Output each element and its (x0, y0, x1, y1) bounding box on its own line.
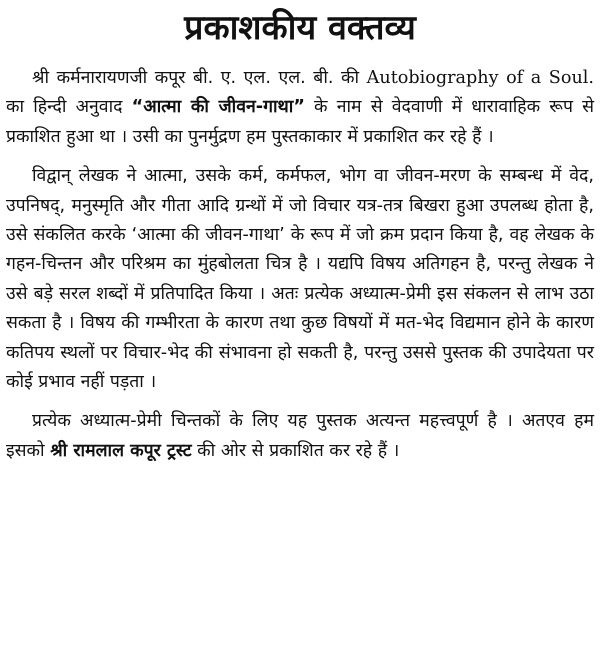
paragraph-2-text: विद्वान् लेखक ने आत्मा, उसके कर्म, कर्मफल, भोग वा जीवन-मरण के सम्बन्ध में वेद, उपनिषद्, मनुस्मृति और गीता आदि ग्रन्थों में जो विचार यत्र-तत्र बिखरा हुआ उपलब्ध होता है, उसे संकलित करके ‘आत्मा की जीवन-गाथा’ के रूप में जो क्रम प्रदान किया है, वह लेखक के गहन-चिन्तन और परिश्रम का मुंहबोलता चित्र है । यद्यपि विषय अतिगहन है, परन्तु लेखक ने उसे बड़े सरल शब्दों में प्रतिपादित किया । अतः प्रत्येक अध्यात्म-प्रेमी इस संकलन से लाभ उठा सकता है । विषय की गम्भीरता के कारण तथा कुछ विषयों में मत-भेद विद्यमान होने के कारण कतिपय स्थलों पर विचार-भेद की संभावना हो सकती है, परन्तु उससे पुस्तक की उपादेयता पर कोई प्रभाव नहीं पड़ता । (6, 166, 594, 393)
paragraph-2 (6, 162, 594, 397)
paragraph-1-text-3: के नाम से वेदवाणी में धारावाहिक रूप से प्रकाशित हुआ था । उसी का पुनर्मुद्रण हम पुस्तकाकार में प्रकाशित कर रहे हैं । (6, 97, 595, 147)
english-book-title: Autobiography of a Soul. (366, 68, 594, 88)
paragraph-3-text-2: की ओर से प्रकाशित कर रहे हैं । (191, 440, 400, 461)
paragraph-3-text-1: प्रत्येक अध्यात्म-प्रेमी चिन्तकों के लिए यह पुस्तक अत्यन्त महत्त्वपूर्ण है । अतएव हम इसको (6, 411, 594, 461)
page-title: प्रकाशकीय वक्तव्य (184, 8, 416, 48)
paragraph-1-text-2: का हिन्दी अनुवाद (6, 97, 132, 118)
hindi-book-title: “आत्मा की जीवन-गाथा” (131, 97, 305, 118)
trust-name: श्री रामलाल कपूर ट्रस्ट (50, 440, 192, 461)
paragraph-1-text-1: श्री कर्मनारायणजी कपूर बी. ए. एल. एल. बी. की (32, 68, 367, 88)
paragraph-1 (6, 64, 594, 152)
paragraph-3 (6, 407, 594, 466)
